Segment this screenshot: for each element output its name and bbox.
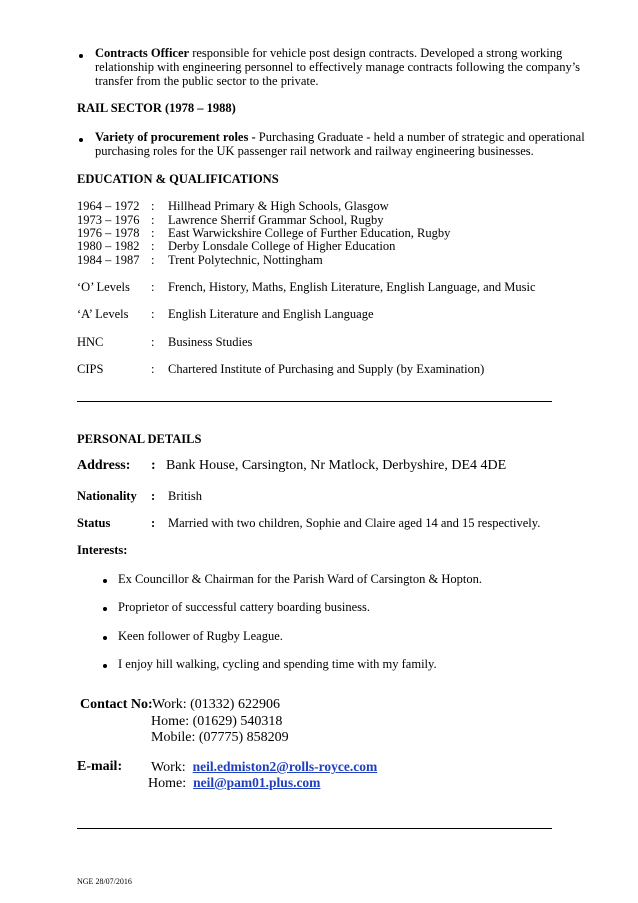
address-label: Address: [77, 458, 131, 473]
interest-text: Keen follower of Rugby League. [118, 629, 283, 643]
rail-entry-line1: Purchasing Graduate - held a number of strategic and operational [258, 130, 585, 144]
contracts-officer-line2: relationship with engineering personnel to effectively manage contracts following the company’s [95, 60, 581, 74]
interest-text: I enjoy hill walking, cycling and spending time with my family. [118, 657, 437, 671]
school-name: Hillhead Primary & High Schools, Glasgow [168, 199, 389, 213]
qualification-label: CIPS [77, 362, 104, 376]
qualification-label: ‘A’ Levels [77, 307, 129, 321]
contracts-officer-line3: transfer from the public sector to the private. [95, 74, 319, 88]
separator-colon: : [151, 458, 156, 473]
bullet-icon [103, 636, 107, 640]
rail-entry-title: Variety of procurement roles - [95, 130, 259, 144]
bullet-icon [103, 579, 107, 583]
qualification-value: French, History, Maths, English Literature, English Language, and Music [168, 280, 536, 294]
email-work-prefix: Work: [151, 760, 186, 775]
qualification-value: Chartered Institute of Purchasing and Supply (by Examination) [168, 362, 485, 376]
separator-colon: : [151, 489, 156, 503]
contracts-officer-entry [95, 46, 581, 88]
school-name: Trent Polytechnic, Nottingham [168, 253, 323, 267]
contracts-officer-line1: responsible for vehicle post design contracts. Developed a strong working [192, 46, 563, 60]
separator-colon: : [151, 253, 155, 267]
bullet-icon [103, 664, 107, 668]
qualification-label: HNC [77, 335, 104, 349]
rail-entry [95, 130, 585, 158]
separator-colon: : [151, 280, 155, 294]
separator-colon: : [151, 213, 155, 227]
email-home-row [148, 776, 320, 791]
email-home-prefix: Home: [148, 776, 187, 791]
school-dates: 1984 – 1987 [77, 253, 140, 267]
section-divider [77, 401, 552, 402]
separator-colon: : [151, 362, 155, 376]
school-dates: 1973 – 1976 [77, 213, 140, 227]
bullet-icon [79, 138, 83, 142]
nationality-label: Nationality [77, 489, 137, 503]
separator-colon: : [151, 516, 156, 530]
address-value: Bank House, Carsington, Nr Matlock, Derbyshire, DE4 4DE [166, 458, 507, 473]
personal-details-heading: PERSONAL DETAILS [77, 432, 202, 446]
school-name: East Warwickshire College of Further Education, Rugby [168, 226, 451, 240]
separator-colon: : [151, 335, 155, 349]
education-heading: EDUCATION & QUALIFICATIONS [77, 172, 279, 186]
email-work-link[interactable]: neil.edmiston2@rolls-royce.com [192, 759, 378, 774]
rail-entry-line2: purchasing roles for the UK passenger rail network and railway engineering businesses. [95, 144, 534, 158]
status-label: Status [77, 516, 111, 530]
footer-reference: NGE 28/07/2016 [77, 877, 132, 886]
interest-text: Ex Councillor & Chairman for the Parish Ward of Carsington & Hopton. [118, 572, 482, 586]
contact-mobile: Mobile: (07775) 858209 [151, 730, 289, 745]
qualification-value: English Literature and English Language [168, 307, 374, 321]
bullet-icon [79, 54, 83, 58]
email-home-link[interactable]: neil@pam01.plus.com [193, 775, 321, 790]
school-name: Derby Lonsdale College of Higher Education [168, 239, 396, 253]
school-dates: 1980 – 1982 [77, 239, 140, 253]
contact-work: Work: (01332) 622906 [152, 697, 280, 712]
qualification-value: Business Studies [168, 335, 253, 349]
separator-colon: : [151, 199, 155, 213]
section-divider [77, 828, 552, 829]
contact-home: Home: (01629) 540318 [151, 714, 283, 729]
school-dates: 1964 – 1972 [77, 199, 140, 213]
contact-label: Contact No: [80, 697, 153, 712]
contracts-officer-title: Contracts Officer [95, 46, 190, 60]
separator-colon: : [151, 307, 155, 321]
separator-colon: : [151, 226, 155, 240]
rail-sector-heading: RAIL SECTOR (1978 – 1988) [77, 101, 236, 115]
email-label: E-mail: [77, 759, 123, 774]
nationality-value: British [168, 489, 203, 503]
separator-colon: : [151, 239, 155, 253]
status-value: Married with two children, Sophie and Claire aged 14 and 15 respectively. [168, 516, 541, 530]
interest-text: Proprietor of successful cattery boarding business. [118, 600, 371, 614]
school-name: Lawrence Sherrif Grammar School, Rugby [168, 213, 384, 227]
interests-label: Interests: [77, 543, 128, 557]
bullet-icon [103, 607, 107, 611]
school-dates: 1976 – 1978 [77, 226, 140, 240]
email-work-row [151, 760, 377, 775]
qualification-label: ‘O’ Levels [77, 280, 130, 294]
